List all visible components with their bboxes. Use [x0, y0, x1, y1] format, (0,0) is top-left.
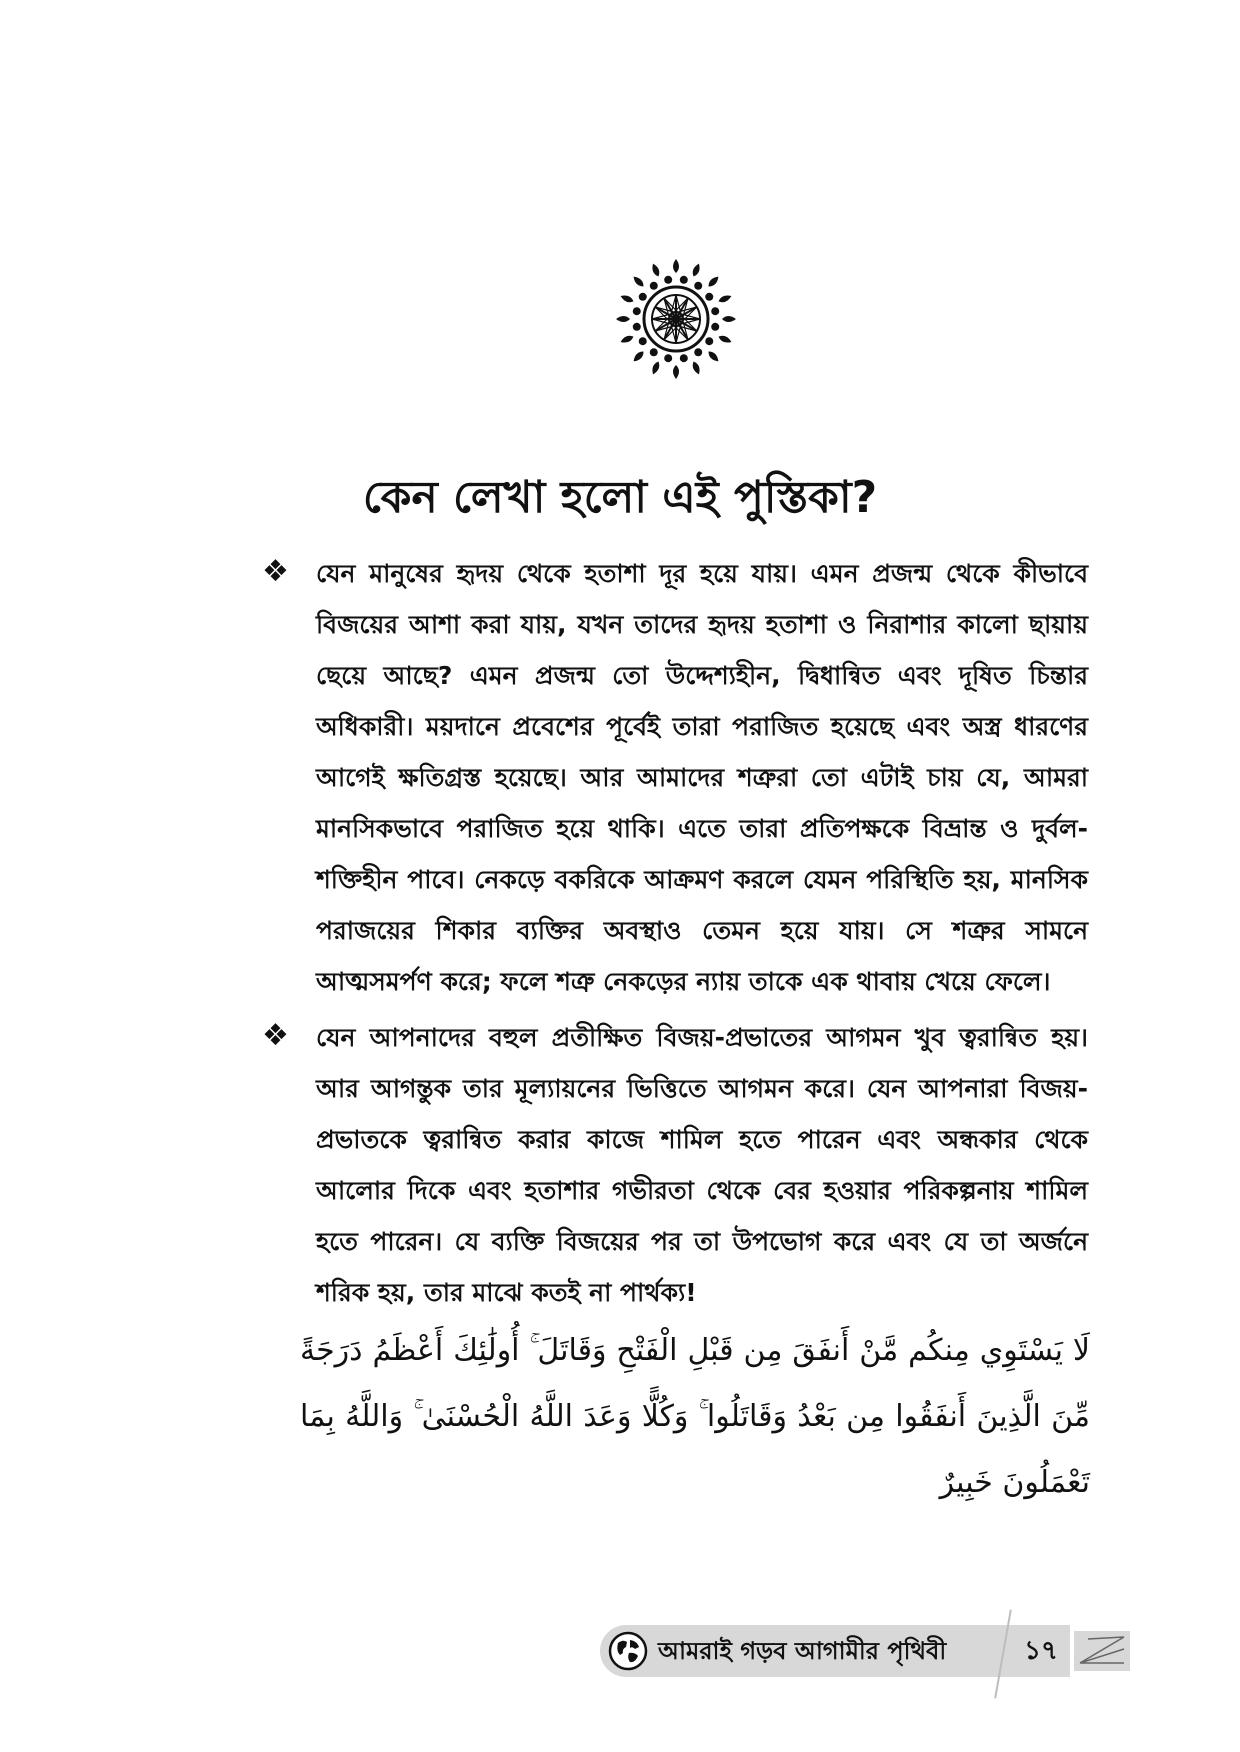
mandala-icon — [612, 255, 740, 383]
book-title: আমরাই গড়ব আগামীর পৃথিবী — [658, 1637, 947, 1665]
bullet-paragraph-1: যেন মানুষের হৃদয় থেকে হতাশা দূর হয়ে যায়। এমন প্রজন্ম থেকে কীভাবে বিজয়ের আশা করা যায়, যখন তাদের হৃদয় হতাশা ও নিরাশার কালো ছায়ায় ছেয়ে আছে? এমন প্রজন্ম তো উদ্দেশ্যহীন, দ্বিধান্বিত এবং দূষিত চিন্তার অধিকারী। ময়দানে প্রবেশের পূর্বেই তারা পরাজিত হয়েছে এবং অস্ত্র ধারণের আগেই ক্ষতিগ্রস্ত হয়েছে। আর আমাদের শত্রুরা তো এটাই চায় যে, আমরা মানসিকভাবে পরাজিত হয়ে থাকি। এতে তারা প্রতিপক্ষকে বিভ্রান্ত ও দুর্বল-শক্তিহীন পাবে। নেকড়ে বকরিকে আক্রমণ করলে যেমন পরিস্থিতি হয়, মানসিক পরাজয়ের শিকার ব্যক্তির অবস্থাও তেমন হয়ে যায়। সে শত্রুর সামনে আত্মসমর্পণ করে; ফলে শত্রু নেকড়ের ন্যায় তাকে এক থাবায় খেয়ে ফেলে। — [316, 559, 1088, 996]
globe-icon — [608, 1631, 648, 1671]
page-number: ১৭ — [1024, 1636, 1058, 1666]
page-footer — [600, 1625, 1130, 1677]
diamond-bullet-icon: ❖ — [262, 554, 289, 589]
page-corner-decoration — [1074, 1625, 1130, 1677]
chapter-heading: কেন লেখা হলো এই পুস্তিকা? — [362, 472, 878, 523]
quran-verse: لَا يَسْتَوِي مِنكُم مَّنْ أَنفَقَ مِن قَبْلِ الْفَتْحِ وَقَاتَلَ ۚ أُولَٰئِكَ أَعْظَمُ دَرَجَةً مِّنَ الَّذِينَ أَنفَقُوا مِن بَعْدُ وَقَاتَلُوا ۚ وَكُلًّا وَعَدَ اللَّهُ الْحُسْنَىٰ ۚ وَاللَّهُ بِمَا تَعْمَلُونَ خَبِيرٌ — [300, 1333, 1090, 1500]
diamond-bullet-icon: ❖ — [262, 1018, 289, 1053]
bullet-item-1 — [262, 548, 1088, 1007]
bullet-item-2 — [262, 1012, 1088, 1318]
bullet-paragraph-2: যেন আপনাদের বহুল প্রতীক্ষিত বিজয়-প্রভাতের আগমন খুব ত্বরান্বিত হয়। আর আগন্তুক তার মূল্যায়নের ভিত্তিতে আগমন করে। যেন আপনারা বিজয়-প্রভাতকে ত্বরান্বিত করার কাজে শামিল হতে পারেন এবং অন্ধকার থেকে আলোর দিকে এবং হতাশার গভীরতা থেকে বের হওয়ার পরিকল্পনায় শামিল হতে পারেন। যে ব্যক্তি বিজয়ের পর তা উপভোগ করে এবং যে তা অর্জনে শরিক হয়, তার মাঝে কতই না পার্থক্য! — [316, 1023, 1088, 1307]
